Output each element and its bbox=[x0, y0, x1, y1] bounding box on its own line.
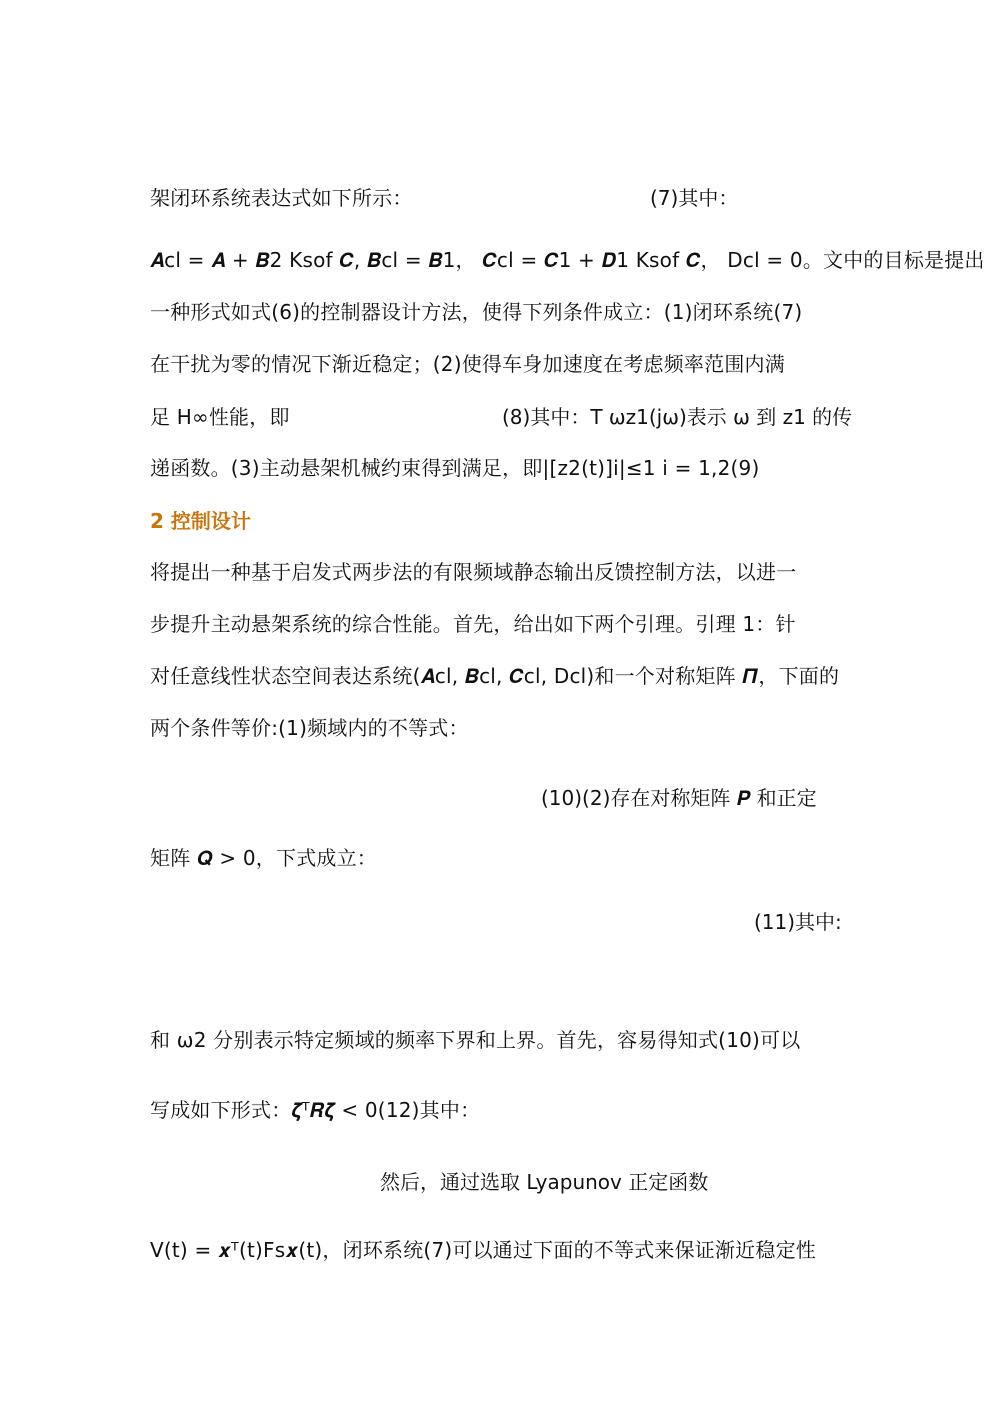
paragraph2-line3: 对任意线性状态空间表达系统(𝑨cl, 𝑩cl, 𝑪cl, Dcl)和一个对称矩阵 𝜫，下面的 bbox=[150, 664, 840, 688]
paragraph1-line4: 在干扰为零的情况下渐近稳定；(2)使得车身加速度在考虑频率范围内满 bbox=[150, 352, 785, 376]
paragraph2-line4: 两个条件等价:(1)频域内的不等式： bbox=[150, 716, 469, 740]
paragraph2-line2: 步提升主动悬架系统的综合性能。首先，给出如下两个引理。引理 1：针 bbox=[150, 612, 796, 636]
paragraph2-line10: 然后，通过选取 Lyapunov 正定函数 bbox=[380, 1170, 709, 1194]
paragraph2-line6: 矩阵 𝑸 > 0，下式成立： bbox=[150, 846, 377, 870]
paragraph1-line5-left: 足 H∞性能，即 bbox=[150, 405, 290, 429]
paragraph1-line2: 𝑨cl = 𝑨 + 𝑩2 Ksof 𝑪, 𝑩cl = 𝑩1， 𝑪cl = 𝑪1 + 𝑫1 Ksof 𝑪， Dcl = 0。文中的目标是提出 bbox=[150, 248, 985, 272]
paragraph1-line1-right: (7)其中： bbox=[650, 186, 739, 210]
paragraph1-line1-left: 架闭环系统表达式如下所示： bbox=[150, 186, 413, 210]
paragraph2-line7-right: (11)其中: bbox=[754, 910, 842, 934]
paragraph2-line1: 将提出一种基于启发式两步法的有限频域静态输出反馈控制方法，以进一 bbox=[150, 560, 797, 584]
paragraph1-line6: 递函数。(3)主动悬架机械约束得到满足，即|[z2(t)]i|≤1 i = 1,2(9) bbox=[150, 456, 760, 480]
paragraph2-line9: 写成如下形式：𝜻ᵀ𝑹𝜻 < 0(12)其中： bbox=[150, 1098, 481, 1122]
paragraph1-line3: 一种形式如式(6)的控制器设计方法，使得下列条件成立：(1)闭环系统(7) bbox=[150, 300, 803, 324]
paragraph2-line8: 和 ω2 分别表示特定频域的频率下界和上界。首先，容易得知式(10)可以 bbox=[150, 1028, 801, 1052]
paragraph2-line5-right: (10)(2)存在对称矩阵 𝑷 和正定 bbox=[541, 786, 817, 810]
paragraph2-line11: V(t) = 𝒙ᵀ(t)Fs𝒙(t)，闭环系统(7)可以通过下面的不等式来保证渐近稳定性 bbox=[150, 1238, 816, 1262]
paragraph1-line5-right: (8)其中：T ωz1(jω)表示 ω 到 z1 的传 bbox=[502, 405, 853, 429]
section-heading: 2 控制设计 bbox=[150, 509, 251, 533]
